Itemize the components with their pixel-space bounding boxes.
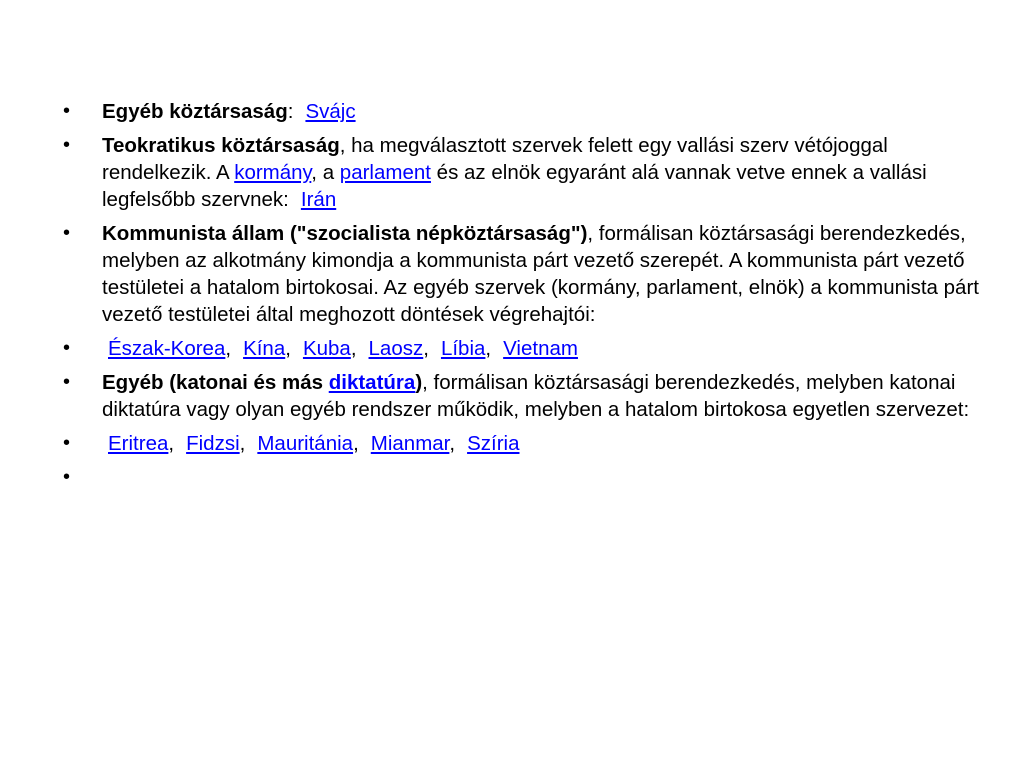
separator: , [168, 432, 175, 455]
separator: , [239, 432, 246, 455]
link-iran[interactable]: Irán [300, 188, 337, 211]
link-vietnam[interactable]: Vietnam [503, 337, 578, 360]
description-text: , ha megválasztott szervek felett egy vallási szerv vétójoggal rendelkezik. A [102, 134, 888, 184]
term-close-paren: ) [415, 371, 423, 394]
separator: , [449, 432, 456, 455]
link-eszak-korea[interactable]: Észak-Korea [108, 337, 226, 360]
description-text: , formálisan köztársasági berendezkedés, melyben katonai diktatúra vagy olyan egyéb rendszer működik, melyben a hatalom birtokosa egyetlen szervezet: [102, 371, 970, 421]
bullet-icon: • [63, 134, 71, 156]
link-mianmar[interactable]: Mianmar [370, 432, 450, 455]
link-diktatura[interactable]: diktatúra [328, 371, 416, 394]
list-item-egyeb-koztarsasag [60, 98, 980, 125]
bullet-icon: • [63, 466, 71, 488]
separator: , [353, 432, 359, 455]
bullet-icon: • [63, 371, 71, 393]
list-item-kommunista [60, 220, 980, 328]
link-kuba[interactable]: Kuba [302, 337, 351, 360]
list-item-teokratikus [60, 132, 980, 213]
separator: : [287, 100, 294, 123]
separator: , [423, 337, 429, 360]
separator: , [285, 337, 291, 360]
bullet-icon: • [63, 432, 71, 454]
list-item-communist-countries [60, 335, 980, 362]
separator: , [485, 337, 492, 360]
link-laosz[interactable]: Laosz [368, 337, 424, 360]
separator: , [225, 337, 232, 360]
bullet-icon: • [63, 337, 71, 359]
bullet-list [60, 98, 980, 491]
link-kina[interactable]: Kína [243, 337, 286, 360]
description-text: és az elnök egyaránt alá vannak vetve ennek a vallási legfelsőbb szervnek: [102, 161, 927, 211]
link-fidzsi[interactable]: Fidzsi [186, 432, 240, 455]
description-text: , a [311, 161, 340, 184]
link-mauritania[interactable]: Mauritánia [257, 432, 354, 455]
list-item-empty [60, 464, 980, 491]
description-text: , formálisan köztársasági berendezkedés, melyben az alkotmány kimondja a kommunista párt vezető szerepét. A kommunista párt vezető testületei a hatalom birtokosai. Az egyéb szervek (kormány, parlament, elnök) a kommunista párt vezető testületei által meghozott döntések végrehajtói: [102, 222, 979, 326]
separator: , [350, 337, 357, 360]
term-egyeb-koztarsasag: Egyéb köztársaság [102, 100, 288, 123]
list-item-egyeb-katonai [60, 369, 980, 423]
list-item-dictatorship-countries [60, 430, 980, 457]
link-sziria[interactable]: Szíria [467, 432, 520, 455]
term-egyeb-katonai: Egyéb (katonai és más [102, 371, 329, 394]
link-svajc[interactable]: Svájc [305, 100, 356, 123]
bullet-icon: • [63, 222, 71, 244]
bullet-icon: • [63, 100, 71, 122]
link-libia[interactable]: Líbia [440, 337, 486, 360]
link-kormany[interactable]: kormány [234, 161, 312, 184]
slide-content [60, 98, 980, 498]
link-parlament[interactable]: parlament [339, 161, 431, 184]
term-teokratikus: Teokratikus köztársaság [102, 134, 340, 157]
term-kommunista: Kommunista állam ("szocialista népköztársaság") [102, 222, 588, 245]
link-eritrea[interactable]: Eritrea [108, 432, 169, 455]
